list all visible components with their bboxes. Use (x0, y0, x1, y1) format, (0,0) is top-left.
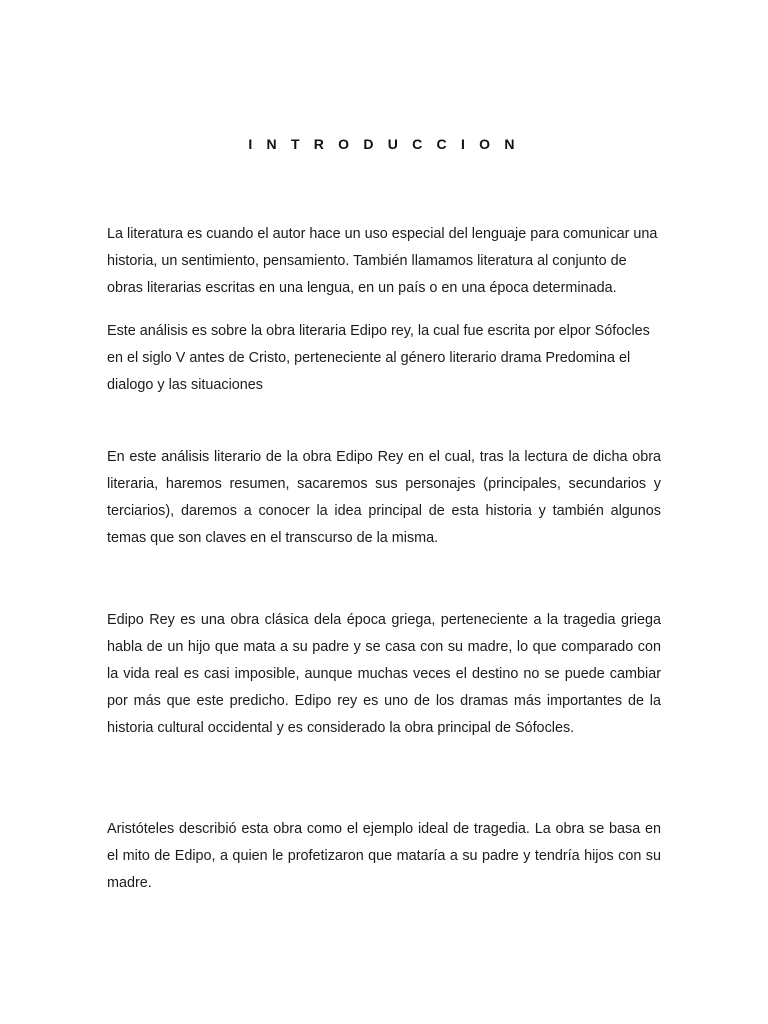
paragraph-analisis-literario: En este análisis literario de la obra Edipo Rey en el cual, tras la lectura de dicha obra literaria, haremos resumen, sacaremos sus personajes (principales, secundarios y terciarios), daremos a conocer la idea principal de esta historia y también algunos temas que son claves en el transcurso de la misma. (107, 449, 661, 546)
paragraph-obra-clasica: Edipo Rey es una obra clásica dela época griega, perteneciente a la tragedia griega habla de un hijo que mata a su padre y se casa con su madre, lo que comparado con la vida real es casi imposible, aunque muchas veces el destino no se puede cambiar por más que este predicho. Edipo rey es uno de los dramas más importantes de la historia cultural occidental y es considerado la obra principal de Sófocles. (107, 612, 661, 736)
paragraph-analisis-edipo-rey: Este análisis es sobre la obra literaria Edipo rey, la cual fue escrita por elpor Sófocles en el siglo V antes de Cristo, perteneciente al género literario drama Predomina el dialogo y las situaciones (107, 323, 650, 393)
document-title: I N T R O D U C C I O N (248, 136, 520, 152)
paragraph-aristoteles: Aristóteles describió esta obra como el ejemplo ideal de tragedia. La obra se basa en el mito de Edipo, a quien le profetizaron que mataría a su padre y tendría hijos con su madre. (107, 821, 661, 891)
paragraph-literatura-definicion: La literatura es cuando el autor hace un uso especial del lenguaje para comunicar una historia, un sentimiento, pensamiento. También llamamos literatura al conjunto de obras literarias escritas en una lengua, en un país o en una época determinada. (107, 226, 658, 296)
